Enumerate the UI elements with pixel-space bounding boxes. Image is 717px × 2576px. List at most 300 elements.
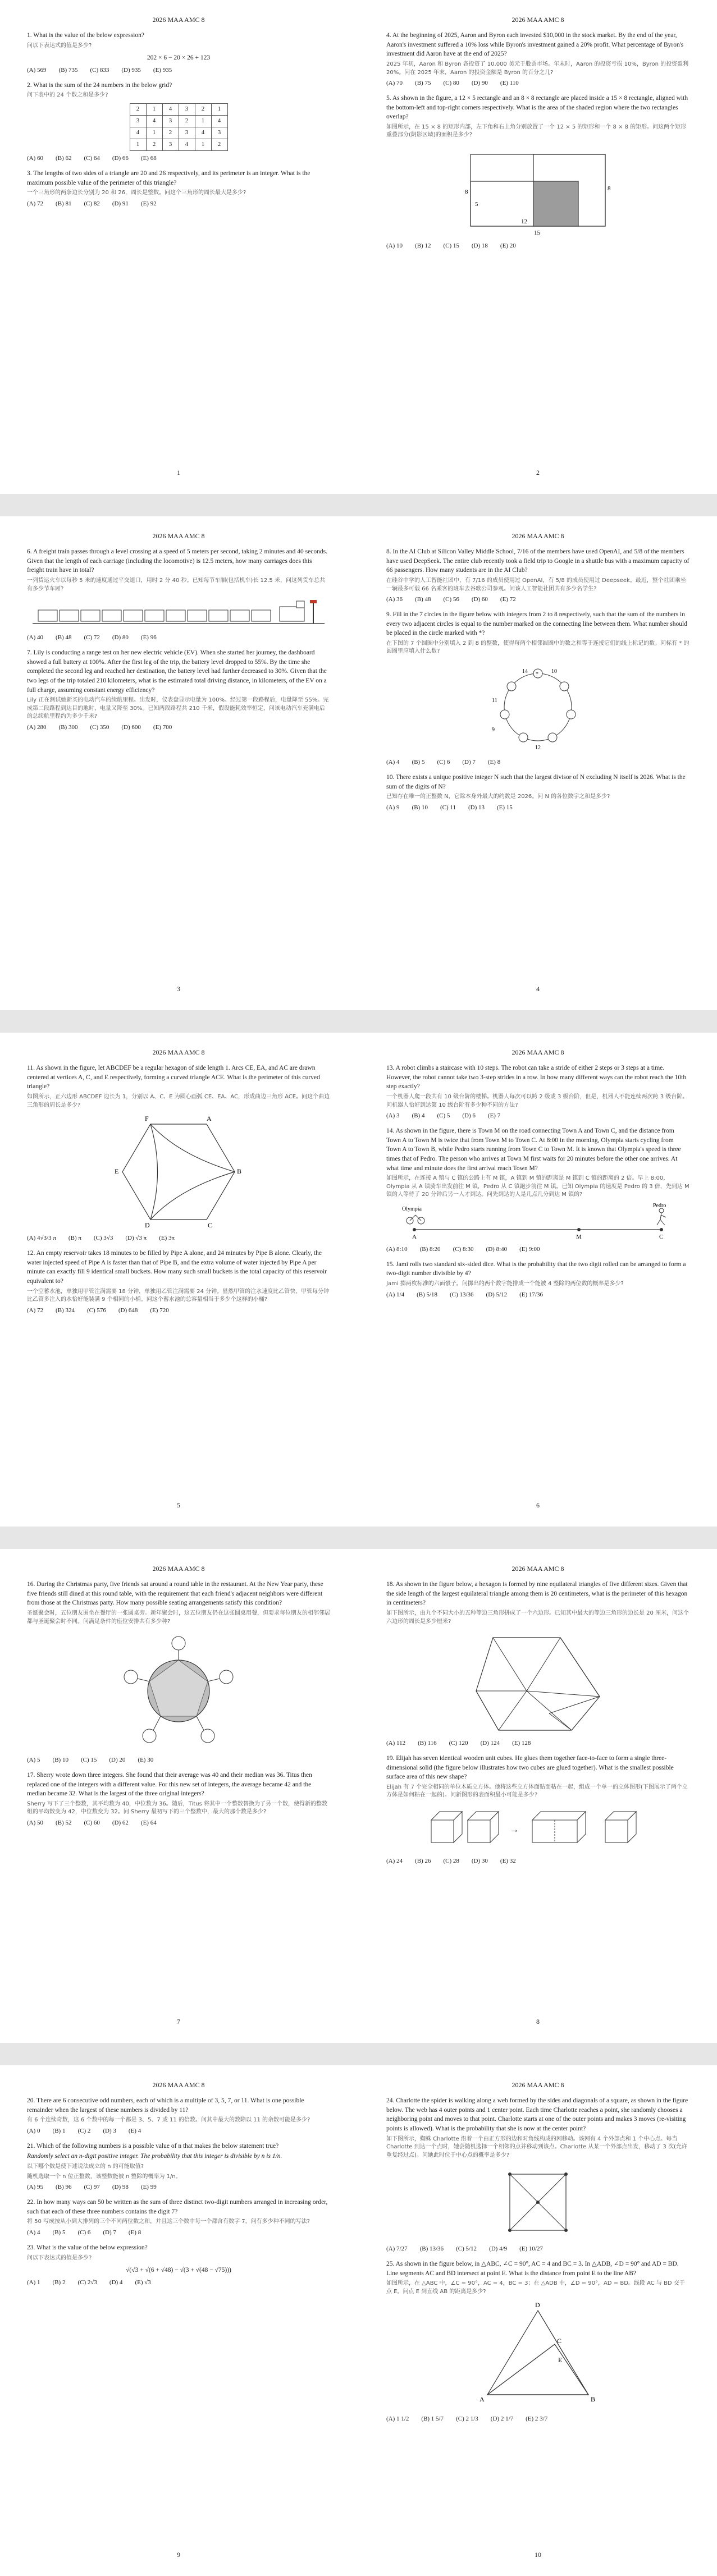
choice-c: (C) 64 <box>84 154 100 162</box>
problem-1 <box>27 31 330 75</box>
overlapping-rectangles-figure <box>454 143 622 239</box>
page-10 <box>369 2065 706 2576</box>
choice-e: (E) 92 <box>140 200 157 207</box>
spider-web-figure <box>499 2163 577 2242</box>
choice-e: (E) 17/36 <box>519 1291 543 1298</box>
freight-train-figure <box>33 597 325 630</box>
choice-c: (C) 8:30 <box>453 1245 474 1253</box>
choice-d: (D) 3 <box>103 2127 116 2134</box>
choice-b: (B) 26 <box>415 1857 431 1864</box>
choice-e: (E) 3π <box>159 1235 175 1242</box>
choice-e: (E) 72 <box>500 596 516 603</box>
choice-b: (B) π <box>68 1235 81 1242</box>
answer-choices <box>27 2127 330 2136</box>
choice-e: (E) 2 3/7 <box>526 2415 548 2423</box>
choice-a: (A) 10 <box>386 242 403 249</box>
problem-18 <box>386 1580 689 1748</box>
choice-a: (A) 1/4 <box>386 1291 405 1298</box>
label-12: 12 <box>535 744 541 751</box>
choice-e: (E) 700 <box>153 723 172 731</box>
answer-choices <box>27 154 330 163</box>
answer-choices <box>27 1234 330 1243</box>
label-15: 15 <box>534 229 540 236</box>
point-b: B <box>591 2395 596 2404</box>
choice-c: (C) 56 <box>443 596 459 603</box>
choice-a: (A) 4√3/3 π <box>27 1235 56 1242</box>
choice-c: (C) 15 <box>80 1757 97 1764</box>
grid-cell: 4 <box>146 115 162 127</box>
answer-choices <box>386 2245 689 2254</box>
choice-c: (C) 5/12 <box>456 2245 477 2253</box>
choice-a: (A) 5 <box>27 1757 40 1764</box>
choice-b: (B) 52 <box>56 1819 72 1826</box>
bicycle-icon <box>407 1215 424 1224</box>
page-gap <box>0 1010 717 1033</box>
grid-cell: 1 <box>211 103 227 115</box>
choice-e: (E) 128 <box>512 1740 531 1747</box>
choice-a: (A) 36 <box>386 596 403 603</box>
problem-10 <box>386 773 689 813</box>
problem-translation: 将 50 写成按从小到大排列的三个不同两位数之和，并且这三个数中每一个都含有数字 7，问有多少种不同的写法? <box>27 2219 310 2225</box>
number-grid <box>130 103 228 151</box>
choice-c: (C) 15 <box>443 242 459 249</box>
problem-translation: 一列货运火车以每秒 5 米的速度通过平交道口，用时 2 分 40 秒。已知每节车厢(包括机车)长 12.5 米，问这列货车总共有多少节车厢? <box>27 577 325 592</box>
page-header: 2026 MAA AMC 8 <box>512 1048 564 1056</box>
choice-d: (D) 7 <box>103 2229 116 2236</box>
label-10: 10 <box>551 668 557 675</box>
problem-6 <box>27 547 330 643</box>
choice-d: (D) 4 <box>109 2279 123 2286</box>
choice-c: (C) 60 <box>84 1819 100 1826</box>
choice-c: (C) 97 <box>84 2184 100 2191</box>
page-header: 2026 MAA AMC 8 <box>152 2081 205 2089</box>
choice-b: (B) 10 <box>52 1757 68 1764</box>
page-row-1 <box>0 0 717 494</box>
problem-statement: Randomly select an n-digit positive integer. The probability that this integer is divisible by n is 1/n. <box>27 2153 282 2160</box>
problem-text: 1. What is the value of the below expression? <box>27 32 144 39</box>
choice-c: (C) 2 1/3 <box>456 2415 478 2423</box>
page-header: 2026 MAA AMC 8 <box>512 2081 564 2089</box>
page-4 <box>369 516 706 1010</box>
page-number: 3 <box>177 985 180 993</box>
choice-c: (C) 833 <box>90 66 109 74</box>
problem-text: 2. What is the sum of the 24 numbers in the below grid? <box>27 81 172 89</box>
problem-translation: 如图所示，在连接 A 镇与 C 镇的公路上有 M 镇，A 镇到 M 镇的距离是 M 镇到 C 镇的距离的 2 倍。早上 8:00，Olympia 从 A 镇骑车出发前往 M 镇，Pedro 从 C 镇跑步前往 M 镇。已知 Olympia 的速度是 Pedro 的 3 倍，先到达 M 镇的人等待了 20 分钟后另一人才到达。问先到达的人是几点几分到达 M 镇的? <box>386 1175 689 1198</box>
label-9: 9 <box>492 726 495 733</box>
label-14: 14 <box>522 668 528 675</box>
problem-17 <box>27 1771 330 1828</box>
grid-cell: 4 <box>179 139 195 150</box>
problem-7 <box>27 648 330 732</box>
problem-21 <box>27 2142 330 2192</box>
grid-cell: 2 <box>162 127 179 139</box>
choice-e: (E) 9:00 <box>519 1245 540 1253</box>
page-number: 2 <box>536 469 540 476</box>
choice-a: (A) 280 <box>27 723 47 731</box>
problem-20 <box>27 2096 330 2136</box>
choice-d: (D) 7 <box>462 758 476 766</box>
problem-translation: 如下图所示，蜘蛛 Charlotte 沿着一个由正方形的边和对角线构成的网移动。该网有 4 个外部点和 1 个中心点。每当 Charlotte 到达一个点时，她会随机选择一个相邻的点并移动到该点。Charlotte 从某一个外部点出发，移动了 3 次(允许重复经过点)。问她此时位于中心点的概率是多少? <box>386 2135 687 2158</box>
grid-cell: 2 <box>146 139 162 150</box>
problem-text: 16. During the Christmas party, five friends sat around a round table in the restaurant. At the New Year party, these five friends still dined at this round table, with the requirement that each friend's adjacent neighbors were different from those at the Christmas party. How many possible seating arrangements satisfy this condition? <box>27 1581 323 1607</box>
problem-translation: 以下哪个数是使下述说法成立的 n 的可能取值? <box>27 2164 144 2170</box>
vertex-e: E <box>115 1167 119 1176</box>
circle-ring-figure <box>482 659 594 755</box>
problem-22 <box>27 2198 330 2238</box>
grid-cell: 4 <box>211 115 227 127</box>
choice-d: (D) 20 <box>109 1757 126 1764</box>
page-gap <box>0 2043 717 2065</box>
problem-2 <box>27 81 330 163</box>
choice-e: (E) 30 <box>138 1757 154 1764</box>
problem-text: 22. In how many ways can 50 be written as the sum of three distinct two-digit numbers arranged in increasing order, such that each of these three numbers contains the digit 7? <box>27 2199 328 2215</box>
grid-cell: 4 <box>130 127 146 139</box>
grid-cell: 3 <box>162 115 179 127</box>
problem-translation: 在硅谷中学的人工智能社团中，有 7/16 的成员使用过 OpenAI，有 5/8 的成员使用过 Deepseek。最近，整个社团乘坐一辆最多可载 66 名乘客的班车去谷歌公司参观。问该人工智能社团共有多少名学生? <box>386 577 686 592</box>
choice-c: (C) 82 <box>84 200 100 207</box>
choice-b: (B) 96 <box>56 2184 72 2191</box>
problem-translation: 一个机器人爬一段共有 10 级台阶的楼梯。机器人每次可以跨 2 级或 3 级台阶，但是，机器人不能连续两次跨 3 级台阶。问机器人恰好到达第 10 级台阶有多少种不同的方法? <box>386 1094 688 1108</box>
choice-c: (C) 6 <box>437 758 450 766</box>
problem-16 <box>27 1580 330 1765</box>
choice-e: (E) 10/27 <box>519 2245 543 2253</box>
grid-cell: 3 <box>179 103 195 115</box>
choice-b: (B) 4 <box>412 1112 425 1120</box>
label-8: 8 <box>608 185 611 192</box>
triangle-hexagon-figure <box>465 1629 611 1736</box>
problem-translation: 一个三角形的两条边长分别为 20 和 26，周长是整数。问这个三角形的周长最大是多少? <box>27 190 246 196</box>
grid-cell: 2 <box>179 115 195 127</box>
problem-translation: 圣诞聚会时，五位朋友围坐在餐厅的一张圆桌旁。新年聚会时，这五位朋友仍在这张圆桌用餐，但要求每位朋友的相邻邻居都与圣诞聚会时不同。问满足条件的座位安排共有多少种? <box>27 1610 330 1625</box>
choice-c: (C) 3√3 <box>93 1235 113 1242</box>
road-figure <box>398 1203 678 1242</box>
problem-text: 19. Elijah has seven identical wooden unit cubes. He glues them together face-to-face to form a single three-dimensional solid (the figure below illustrates how two cubes are glued together). What is the smallest possible surface area of this new shape? <box>386 1754 674 1781</box>
choice-c: (C) 80 <box>443 80 459 87</box>
grid-cell: 1 <box>195 139 211 150</box>
choice-b: (B) 1 <box>52 2127 66 2134</box>
point-c: C <box>557 2337 562 2345</box>
problem-11 <box>27 1064 330 1243</box>
choice-b: (B) 12 <box>415 242 431 249</box>
choice-b: (B) 8:20 <box>419 1245 441 1253</box>
problem-text: 3. The lengths of two sides of a triangle are 20 and 26 respectively, and its perimeter is an integer. What is the maximum possible value of the perimeter of this triangle? <box>27 169 310 186</box>
choice-a: (A) 569 <box>27 66 47 74</box>
choice-b: (B) 116 <box>418 1740 437 1747</box>
choice-a: (A) 40 <box>27 634 44 641</box>
answer-choices <box>27 723 330 732</box>
problem-24 <box>386 2096 689 2254</box>
label-8: 8 <box>465 188 468 195</box>
choice-e: (E) 99 <box>140 2184 157 2191</box>
round-table-figure <box>111 1629 246 1753</box>
answer-choices <box>27 2183 330 2192</box>
grid-cell: 4 <box>195 127 211 139</box>
problem-translation: Elijah 有 7 个完全相同的单位木质立方体。他将这些立方体面贴面粘在一起，组成一个单一的立体图形(下图展示了两个立方体是如何粘在一起的)。问新图形的表面积最小可能是多少? <box>386 1784 688 1799</box>
page-gap <box>0 1527 717 1549</box>
problem-text: 15. Jami rolls two standard six-sided dice. What is the probability that the two digit rolled can be arranged to form a two-digit number divisible by 4? <box>386 1261 686 1277</box>
choice-d: (D) 18 <box>471 242 488 249</box>
choice-e: (E) 720 <box>150 1307 169 1314</box>
choice-a: (A) 60 <box>27 154 44 162</box>
page-row-5 <box>0 2065 717 2576</box>
page-header: 2026 MAA AMC 8 <box>512 1565 564 1573</box>
problem-19 <box>386 1754 689 1866</box>
choice-c: (C) 2√3 <box>77 2279 97 2286</box>
choice-a: (A) 3 <box>386 1112 400 1120</box>
choice-b: (B) 5 <box>412 758 425 766</box>
choice-c: (C) 576 <box>86 1307 106 1314</box>
problem-translation: 如图所示，正六边形 ABCDEF 边长为 1，分别以 A、C、E 为圆心画弧 CE、EA、AC，形成曲边三角形 ACE。问这个曲边三角形的周长是多少? <box>27 1094 330 1108</box>
choice-a: (A) 0 <box>27 2127 40 2134</box>
problem-text: 14. As shown in the figure, there is Town M on the road connecting Town A and Town C, and the distance from Town A to Town M is twice that from Town M to Town C. At 8:00 in the morning, Olympia starts cycling from Town A to Town B, while Pedro starts running from Town C to Town M. It is known that Olympia's speed is three times that of Pedro. The person who arrives at Town M first waits for 20 minutes before the other one arrives. At what time and minute does the first arrival reach Town M? <box>386 1127 681 1172</box>
problem-translation: Lily 正在测试她新买的电动汽车的续航里程。出发时，仪表盘显示电量为 100%。经过第一段路程后，电量降至 55%。完成第二段路程到达目的地时，电量又降至 30%。已知两段路程共 210 千米，假设能耗效率恒定，问该电动汽车充满电后的总续航里程约为多少千米? <box>27 697 329 720</box>
problem-text: 4. At the beginning of 2025, Aaron and Byron each invested $10,000 in the stock market. By the end of the year, Aaron's investment suffered a 10% loss while Byron's investment gained a 20% profit. What percentage of Byron's investment did Aaron have at the end of 2025? <box>386 32 684 58</box>
problem-text: 17. Sherry wrote down three integers. She found that their average was 40 and their median was 36. Titus then replaced one of the integers with a different value. For this new set of integers, the average became 42 and the median became 32. What is the largest of the three original integers? <box>27 1771 312 1798</box>
choice-b: (B) 324 <box>56 1307 75 1314</box>
choice-a: (A) 1 1/2 <box>386 2415 409 2423</box>
grid-cell: 3 <box>179 127 195 139</box>
page-2 <box>369 0 706 494</box>
town-m-label: M <box>576 1233 582 1240</box>
problem-translation: 问下表中的 24 个数之和是多少? <box>27 92 108 99</box>
answer-choices <box>27 2279 330 2288</box>
page-8 <box>369 1549 706 2043</box>
choice-c: (C) 11 <box>440 804 456 811</box>
problem-25 <box>386 2259 689 2424</box>
page-9 <box>10 2065 347 2576</box>
pedro-label: Pedro <box>653 1202 666 1209</box>
grid-cell: 2 <box>130 103 146 115</box>
choice-e: (E) 4 <box>128 2127 141 2134</box>
choice-d: (D) 6 <box>462 1112 476 1120</box>
choice-c: (C) 2 <box>77 2127 91 2134</box>
choice-a: (A) 112 <box>386 1740 406 1747</box>
choice-d: (D) 935 <box>121 66 141 74</box>
problem-text: 12. An empty reservoir takes 18 minutes to be filled by Pipe A alone, and 24 minutes by Pipe B alone. Clearly, the water injected speed of Pipe A is faster than that of Pipe B, and the extra volume of water injected by Pipe A per minute can exactly fill 9 identical small buckets. How many such small buckets is the total capacity of this reservoir equivalent to? <box>27 1249 327 1285</box>
problem-13 <box>386 1064 689 1121</box>
grid-cell: 4 <box>162 103 179 115</box>
choice-e: (E) √3 <box>135 2279 151 2286</box>
answer-choices <box>386 1112 689 1121</box>
choice-a: (A) 8:10 <box>386 1245 408 1253</box>
choice-b: (B) 10 <box>412 804 428 811</box>
choice-e: (E) 96 <box>140 634 157 641</box>
choice-c: (C) 350 <box>90 723 109 731</box>
answer-choices <box>386 1245 689 1254</box>
choice-a: (A) 95 <box>27 2184 44 2191</box>
choice-e: (E) 110 <box>500 80 519 87</box>
choice-d: (D) 62 <box>112 1819 129 1826</box>
choice-d: (D) 4/9 <box>489 2245 508 2253</box>
choice-a: (A) 9 <box>386 804 400 811</box>
choice-d: (D) 13 <box>468 804 485 811</box>
runner-icon <box>657 1208 666 1225</box>
problem-text: 7. Lily is conducting a range test on her new electric vehicle (EV). When she started her journey, the dashboard showed a full battery at 100%. After the first leg of the trip, the battery level dropped to 55%. By the time she completed the second leg and reached her destination, the battery level had further decreased to 30%. Given that the two legs of the trip totaled 210 kilometers, what is the estimated total driving distance, in kilometers, of the EV on a full charge, assuming constant energy efficiency? <box>27 649 327 694</box>
grid-cell: 1 <box>146 127 162 139</box>
choice-b: (B) 5/18 <box>417 1291 438 1298</box>
problem-text: 21. Which of the following numbers is a possible value of n that makes the below statement true? <box>27 2142 279 2149</box>
expression: √(√3 + √(6 + √48) − √(3 + √(48 − √75))) <box>126 2267 231 2274</box>
choice-b: (B) 62 <box>56 154 72 162</box>
choice-d: (D) 60 <box>471 596 488 603</box>
choice-b: (B) 81 <box>56 200 72 207</box>
choice-b: (B) 75 <box>415 80 431 87</box>
page-row-2 <box>0 516 717 1010</box>
choice-d: (D) 5/12 <box>486 1291 508 1298</box>
choice-a: (A) 50 <box>27 1819 44 1826</box>
choice-d: (D) 8:40 <box>486 1245 508 1253</box>
page-number: 1 <box>177 469 180 476</box>
page-number: 4 <box>536 985 540 993</box>
page-number: 5 <box>177 1501 180 1509</box>
grid-cell: 2 <box>211 139 227 150</box>
problem-5 <box>386 94 689 251</box>
vertex-c: C <box>208 1221 213 1230</box>
problem-text: 23. What is the value of the below expression? <box>27 2244 148 2251</box>
problem-text: 25. As shown in the figure below, in △ABC, ∠C = 90°, AC = 4 and BC = 3. In △ADB, ∠D = 90° and AD = BD. Line segments AC and BD intersect at point E. What is the distance from point E to the line AB? <box>386 2261 679 2277</box>
expression: 202 × 6 − 20 × 26 + 123 <box>147 54 211 62</box>
choice-d: (D) 30 <box>471 1857 488 1864</box>
vertex-a: A <box>207 1115 212 1123</box>
choice-e: (E) 32 <box>500 1857 516 1864</box>
problem-translation: 如下图所示，由九个不同大小的五种等边三角形拼成了一个六边形。已知其中最大的等边三角形的边长是 20 厘米，问这个六边形的周长是多少厘米? <box>386 1610 689 1625</box>
page-header: 2026 MAA AMC 8 <box>152 532 205 540</box>
choice-e: (E) 935 <box>153 66 172 74</box>
choice-b: (B) 48 <box>56 634 72 641</box>
answer-choices <box>386 1291 689 1300</box>
problem-text: 5. As shown in the figure, a 12 × 5 rectangle and an 8 × 8 rectangle are placed inside a 15 × 8 rectangle, aligned with the bottom-left and top-right corners respectively. What is the area of the shaded region where the two rectangles overlap? <box>386 94 688 121</box>
answer-choices <box>386 1739 689 1748</box>
grid-cell: 2 <box>195 103 211 115</box>
problem-text: 9. Fill in the 7 circles in the figure below with integers from 2 to 8 respectively, such that the sum of the numbers in every two adjacent circles is equal to the number marked on the connecting line between them. What number should be placed in the circle marked with *? <box>386 611 687 637</box>
problem-translation: Sherry 写下了三个整数，其平均数为 40，中位数为 36。随后，Titus 将其中一个整数替换为了另一个数，使得新的整数组的平均数变为 42，中位数变为 32。问 Sherry 最初写下的三个整数中，最大的那个数是多少? <box>27 1800 328 1816</box>
choice-c: (C) 6 <box>77 2229 91 2236</box>
grid-cell: 1 <box>195 115 211 127</box>
choice-e: (E) 68 <box>140 154 157 162</box>
problem-4 <box>386 31 689 88</box>
problem-translation: 如图所示，在 △ABC 中，∠C = 90°，AC = 4，BC = 3；在 △ADB 中，∠D = 90°，AD = BD。线段 AC 与 BD 交于点 E。问点 E 到直线 AB 的距离是多少? <box>386 2280 685 2295</box>
problem-12 <box>27 1249 330 1315</box>
problem-text: 24. Charlotte the spider is walking along a web formed by the sides and diagonals of a square, as shown in the figure below. The web has 4 outer points and 1 center point. Each time Charlotte reaches a point, she randomly chooses a neighboring point and moves to that point. Charlotte starts at one of the outer points and makes 3 moves (re-visiting points is allowed). What is the probability that she is now at the center point? <box>386 2097 688 2133</box>
choice-d: (D) √3 π <box>125 1235 147 1242</box>
choice-c: (C) 72 <box>84 634 100 641</box>
page-3 <box>10 516 347 1010</box>
hexagon-arcs-figure <box>111 1113 246 1231</box>
choice-a: (A) 72 <box>27 200 44 207</box>
choice-a: (A) 70 <box>386 80 403 87</box>
problem-translation: 问以下表达式的值是多少? <box>27 42 92 49</box>
vertex-f: F <box>145 1115 149 1123</box>
answer-choices <box>27 1307 330 1315</box>
choice-d: (D) 90 <box>471 80 488 87</box>
answer-choices <box>27 66 330 75</box>
answer-choices <box>27 200 330 209</box>
choice-b: (B) 735 <box>58 66 78 74</box>
choice-d: (D) 91 <box>112 200 129 207</box>
label-11: 11 <box>492 697 497 704</box>
answer-choices <box>27 634 330 643</box>
page-header: 2026 MAA AMC 8 <box>512 16 564 24</box>
page-header: 2026 MAA AMC 8 <box>512 532 564 540</box>
page-row-3 <box>0 1033 717 1527</box>
page-header: 2026 MAA AMC 8 <box>152 1565 205 1573</box>
point-a: A <box>479 2395 485 2404</box>
choice-a: (A) 72 <box>27 1307 44 1314</box>
page-number: 9 <box>177 2551 180 2559</box>
point-e: E <box>558 2356 563 2364</box>
page-header: 2026 MAA AMC 8 <box>152 1048 205 1056</box>
right-triangles-figure <box>465 2299 611 2412</box>
choice-b: (B) 1 5/7 <box>421 2415 444 2423</box>
choice-e: (E) 20 <box>500 242 516 249</box>
vertex-d: D <box>145 1221 150 1230</box>
answer-choices <box>386 1857 689 1866</box>
choice-e: (E) 7 <box>487 1112 501 1120</box>
choice-e: (E) 8 <box>128 2229 141 2236</box>
choice-a: (A) 4 <box>27 2229 40 2236</box>
problem-translation: 2025 年初，Aaron 和 Byron 各投资了 10,000 美元于股票市场。年末时，Aaron 的投资亏损 10%，Byron 的投资盈利 20%。问在 2025 年末，Aaron 的投资金额是 Byron 的百分之几? <box>386 61 689 76</box>
choice-e: (E) 15 <box>497 804 513 811</box>
problem-translation: 在下图的 7 个圆圈中分别填入 2 到 8 的整数，使得每两个相邻圆圈中的数之和等于连接它们的线上标记的数。问标有 * 的圆圈里应填入什么数? <box>386 640 689 655</box>
problem-translation: 问以下表达式的值是多少? <box>27 2254 92 2261</box>
problem-text: 8. In the AI Club at Silicon Valley Middle School, 7/16 of the members have used OpenAI, and 5/8 of the members have used DeepSeek. The entire club recently took a field trip to Google in a shuttle bus with a maximum capacity of 66 passengers. How many students are in the AI Club? <box>386 548 689 574</box>
choice-d: (D) 124 <box>480 1740 500 1747</box>
problem-14 <box>386 1126 689 1254</box>
choice-a: (A) 1 <box>27 2279 40 2286</box>
label-5: 5 <box>475 200 478 208</box>
choice-d: (D) 600 <box>121 723 141 731</box>
problem-15 <box>386 1260 689 1300</box>
page-gap <box>0 494 717 516</box>
choice-b: (B) 2 <box>52 2279 66 2286</box>
problem-23 <box>27 2243 330 2288</box>
page-5 <box>10 1033 347 1527</box>
answer-choices <box>386 79 689 88</box>
choice-c: (C) 120 <box>449 1740 468 1747</box>
problem-translation: 已知存在唯一的正整数 N，它除本身外最大的约数是 2026。问 N 的各位数字之和是多少? <box>386 794 610 800</box>
choice-e: (E) 8 <box>487 758 501 766</box>
answer-choices <box>386 242 689 251</box>
choice-d: (D) 648 <box>118 1307 138 1314</box>
olympia-label: Olympia <box>402 1206 422 1212</box>
choice-d: (D) 66 <box>112 154 129 162</box>
page-number: 7 <box>177 2018 180 2025</box>
grid-cell: 3 <box>162 139 179 150</box>
problem-text: 6. A freight train passes through a level crossing at a speed of 5 meters per second, taking 2 minutes and 40 seconds. Given that the length of each carriage (including the locomotive) is 12.5 meters, how many carriages does this freight train have in total? <box>27 548 327 574</box>
town-c-label: C <box>659 1233 664 1240</box>
problem-9 <box>386 610 689 767</box>
label-12: 12 <box>521 218 527 225</box>
answer-choices <box>386 758 689 767</box>
choice-b: (B) 48 <box>415 596 431 603</box>
answer-choices <box>27 1756 330 1765</box>
choice-b: (B) 5 <box>52 2229 66 2236</box>
page-number: 8 <box>536 2018 540 2025</box>
problem-translation: 如图所示，在 15 × 8 的矩形内部，左下角和右上角分别放置了一个 12 × 5 的矩形和一个 8 × 8 的矩形。问这两个矩形重叠部分(阴影区域)的面积是多少? <box>386 123 687 139</box>
grid-cell: 3 <box>130 115 146 127</box>
star-marker: * <box>536 671 538 677</box>
problem-text: 13. A robot climbs a staircase with 10 steps. The robot can take a stride of either 2 steps or 3 steps at a time. However, the robot cannot take two 3-step strides in a row. In how many different ways can the robot reach the 10th step exactly? <box>386 1065 687 1090</box>
answer-choices <box>27 2229 330 2238</box>
problem-text: 20. There are 6 consecutive odd numbers, each of which is a multiple of 3, 5, 7, or 11. What is one possible remainder when the largest of these numbers is divided by 11? <box>27 2097 304 2114</box>
choice-c: (C) 5 <box>437 1112 450 1120</box>
answer-choices <box>386 2415 689 2424</box>
choice-a: (A) 24 <box>386 1857 403 1864</box>
answer-choices <box>386 804 689 813</box>
choice-a: (A) 4 <box>386 758 400 766</box>
choice-d: (D) 2 1/7 <box>490 2415 514 2423</box>
answer-choices <box>386 595 689 604</box>
